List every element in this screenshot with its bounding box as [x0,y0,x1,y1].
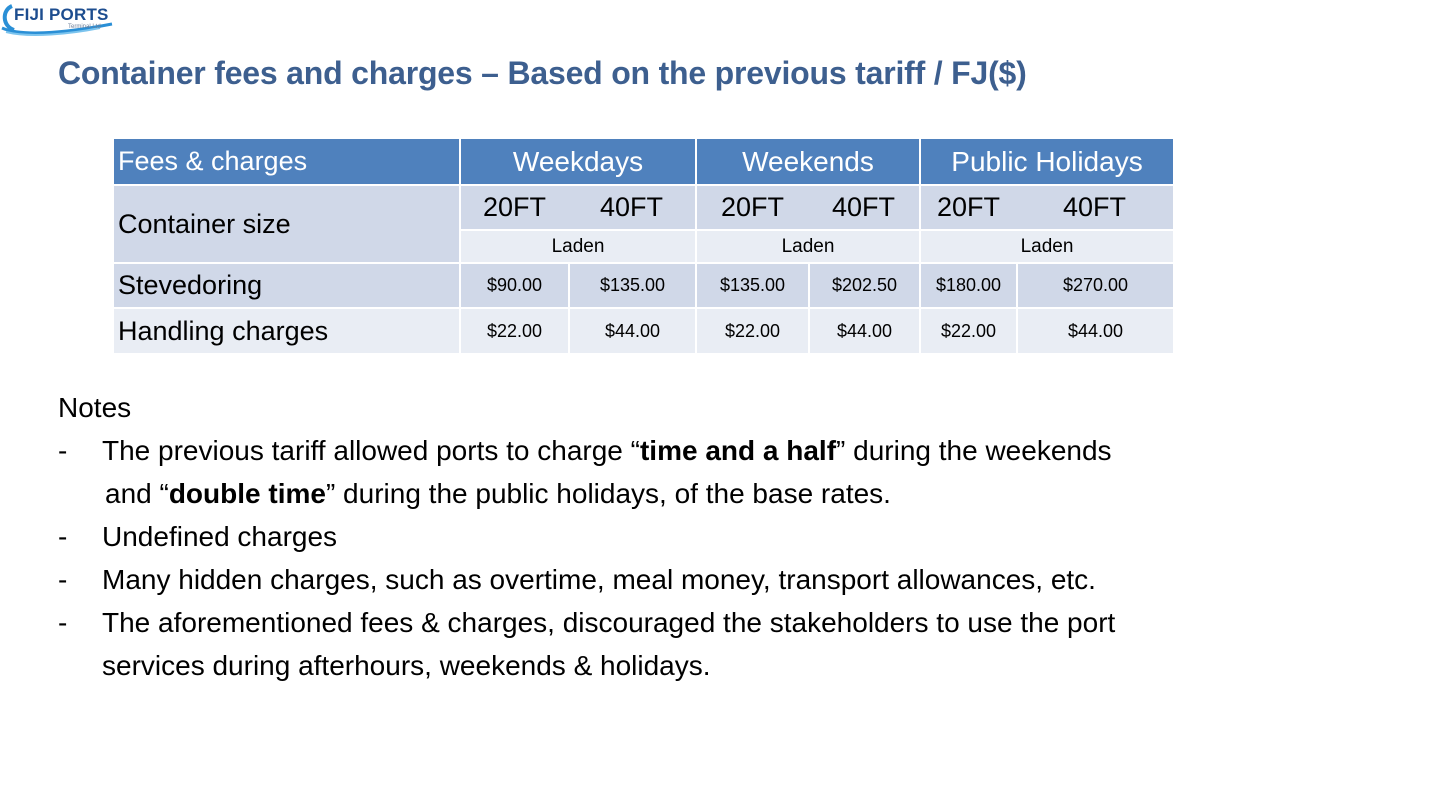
value-cell: $22.00 [921,309,1016,353]
notes-heading: Notes [58,392,132,423]
note-item-continuation [58,472,891,515]
value-cell: $135.00 [570,264,695,307]
size-weekends-40ft: 40FT [808,186,919,229]
note-item [58,601,1116,644]
notes-section [58,386,1116,687]
value-cell: $44.00 [1018,309,1173,353]
row-label-stevedoring: Stevedoring [114,264,459,307]
bullet-dash: - [58,435,68,466]
group-header-weekdays: Weekdays [461,139,695,184]
note-text: services during afterhours, weekends & holidays. [102,650,711,681]
bullet-dash: - [58,521,68,552]
note-item [58,429,1112,472]
laden-weekdays: Laden [461,231,695,262]
value-cell: $202.50 [810,264,919,307]
size-holidays-20ft: 20FT [921,186,1016,229]
laden-weekends: Laden [697,231,919,262]
size-weekends-20ft: 20FT [697,186,808,229]
size-holidays-40ft: 40FT [1016,186,1173,229]
laden-holidays: Laden [921,231,1173,262]
value-cell: $44.00 [570,309,695,353]
size-weekdays-20ft: 20FT [461,186,568,229]
bullet-dash: - [58,607,68,638]
row-label-handling: Handling charges [114,309,459,353]
note-text: Undefined charges [102,521,338,552]
value-cell: $270.00 [1018,264,1173,307]
note-text: Many hidden charges, such as overtime, meal money, transport allowances, etc. [102,564,1096,595]
value-cell: $44.00 [810,309,919,353]
size-weekdays-40ft: 40FT [568,186,695,229]
note-item [58,558,1096,601]
note-item [58,515,338,558]
row-header-fees-charges: Fees & charges [114,139,459,184]
bullet-dash: - [58,564,68,595]
value-cell: $22.00 [697,309,808,353]
logo-subtitle: Terminal Ltd [68,24,101,30]
fiji-ports-logo [0,0,130,40]
note-item-continuation [58,644,711,687]
logo-name: FIJI PORTS [14,5,109,24]
note-text: The previous tariff allowed ports to charge “time and a half” during the weekends [102,435,1112,466]
page-title: Container fees and charges – Based on the previous tariff / FJ($) [58,55,1027,91]
value-cell: $180.00 [921,264,1016,307]
note-text: The aforementioned fees & charges, discouraged the stakeholders to use the port [102,607,1116,638]
note-text: and “double time” during the public holidays, of the base rates. [105,478,891,509]
group-header-weekends: Weekends [697,139,919,184]
value-cell: $22.00 [461,309,568,353]
group-header-public-holidays: Public Holidays [921,139,1173,184]
row-header-container-size: Container size [114,186,459,262]
value-cell: $135.00 [697,264,808,307]
value-cell: $90.00 [461,264,568,307]
